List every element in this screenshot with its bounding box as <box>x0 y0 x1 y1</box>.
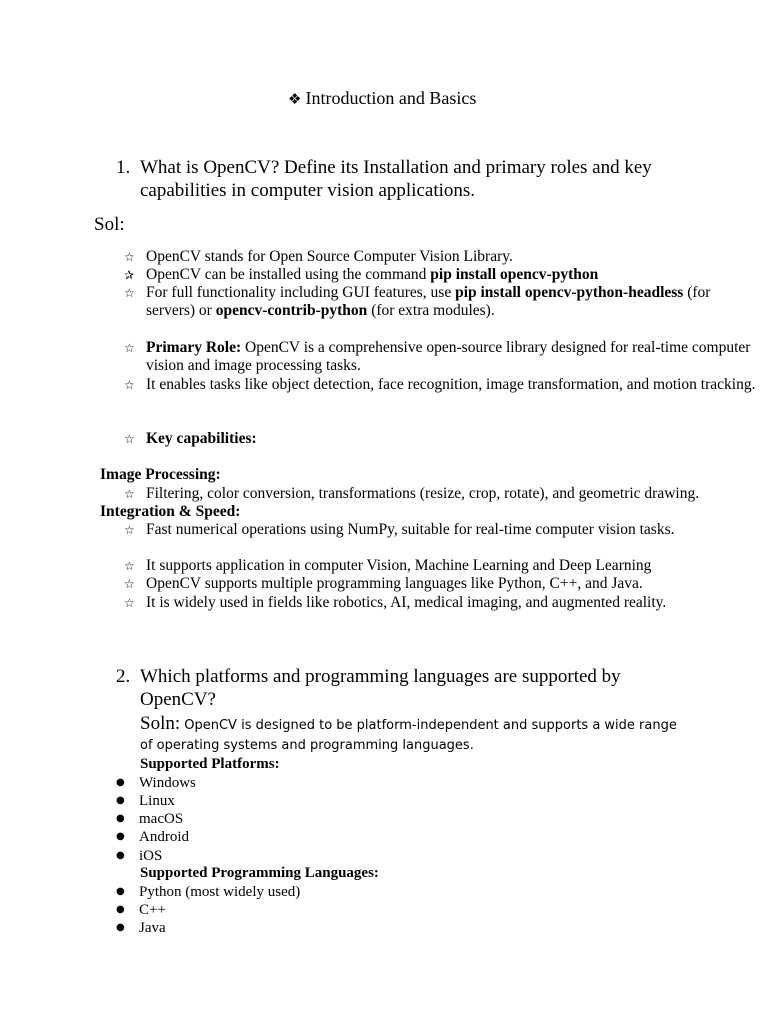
languages-heading: Supported Programming Languages: <box>140 865 379 881</box>
platforms-heading: Supported Platforms: <box>140 756 280 772</box>
question-text: Which platforms and programming languages are supported by OpenCV? <box>140 666 621 710</box>
star-icon: ☆ <box>124 341 135 355</box>
star-icon: ☆ <box>124 286 135 300</box>
section-title <box>288 88 476 109</box>
bullet-icon: ● <box>116 850 125 861</box>
star-icon: ☆ <box>124 577 135 591</box>
subheading-image-processing: Image Processing: <box>100 466 221 483</box>
soln-paragraph-cont: of operating systems and programming languages. <box>140 738 474 753</box>
star-icon: ☆ <box>124 596 135 610</box>
sol-label: Sol: <box>94 214 125 235</box>
command-text: pip install opencv-python <box>430 266 599 283</box>
star-icon: ☆ <box>124 487 135 501</box>
soln-paragraph: Soln: OpenCV is designed to be platform-independent and supports a wide range <box>140 713 677 734</box>
star-icon: ☆ <box>124 378 135 392</box>
star-icon: ☆ <box>124 559 135 573</box>
soln-label: Soln: <box>140 713 181 734</box>
star-icon: ☆ <box>124 432 135 446</box>
question-text: What is OpenCV? Define its Installation and primary roles and key capabilities in computer vision applications. <box>140 157 652 201</box>
bullet-icon: ● <box>116 777 125 788</box>
star-icon: ☆ <box>124 523 135 537</box>
bullet-icon: ● <box>116 904 125 915</box>
bullet-icon: ● <box>116 922 125 933</box>
bullet-icon: ● <box>116 886 125 897</box>
question-number: 1. <box>116 157 131 178</box>
star-icon: ✰ <box>124 268 135 282</box>
bullet-icon: ● <box>116 831 125 842</box>
star-icon: ☆ <box>124 250 135 264</box>
section-title-text: Introduction and Basics <box>305 88 477 108</box>
subheading-integration-speed: Integration & Speed: <box>100 503 241 520</box>
bullet-icon: ● <box>116 813 125 824</box>
question-number: 2. <box>116 666 131 687</box>
diamond-ornament-icon: ❖ <box>288 90 302 108</box>
bullet-icon: ● <box>116 795 125 806</box>
